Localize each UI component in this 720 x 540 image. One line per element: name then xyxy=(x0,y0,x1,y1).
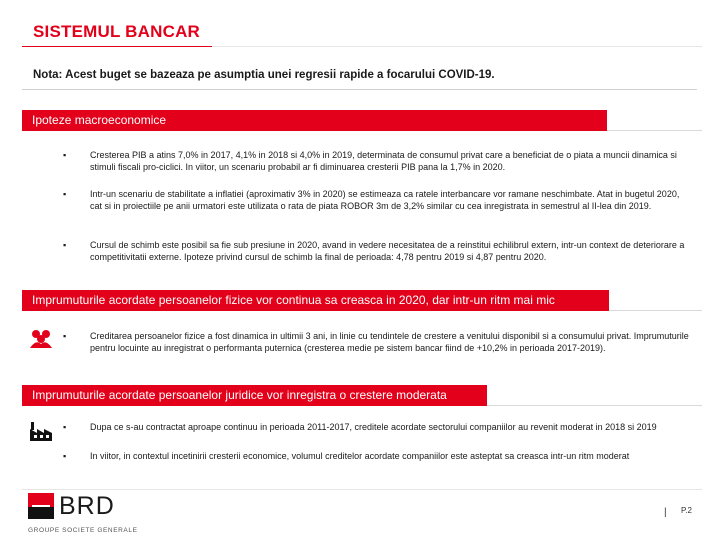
section-divider xyxy=(607,130,702,131)
bullet-icon: ▪ xyxy=(63,451,67,461)
page-title: SISTEMUL BANCAR xyxy=(33,22,201,41)
footer-divider xyxy=(22,489,702,490)
bullet-icon: ▪ xyxy=(63,240,67,250)
section-heading-macro: Ipoteze macroeconomice xyxy=(22,110,607,131)
note-divider xyxy=(22,89,697,90)
page-separator: | xyxy=(664,507,667,518)
section-divider xyxy=(609,310,702,311)
bullet-icon: ▪ xyxy=(63,331,67,341)
brd-logo-text: BRD xyxy=(59,492,115,520)
bullet-icon: ▪ xyxy=(63,150,67,160)
brd-logo-subtitle: GROUPE SOCIETE GENERALE xyxy=(28,527,138,534)
title-underline xyxy=(22,46,212,47)
title-divider xyxy=(212,46,702,47)
bullet-icon: ▪ xyxy=(63,422,67,432)
people-icon xyxy=(29,328,53,350)
budget-note: Nota: Acest buget se bazeaza pe asumptia unei regresii rapide a focarului COVID-19. xyxy=(33,69,495,81)
page-number: P.2 xyxy=(681,506,692,515)
brd-logo-icon xyxy=(28,493,54,519)
factory-icon xyxy=(29,420,53,442)
bullet-icon: ▪ xyxy=(63,189,67,199)
section-heading-individuals: Imprumuturile acordate persoanelor fizice vor continua sa creasca in 2020, dar intr-un ritm mai mic xyxy=(22,290,609,311)
section-heading-companies: Imprumuturile acordate persoanelor juridice vor inregistra o crestere moderata xyxy=(22,385,487,406)
section-divider xyxy=(487,405,702,406)
